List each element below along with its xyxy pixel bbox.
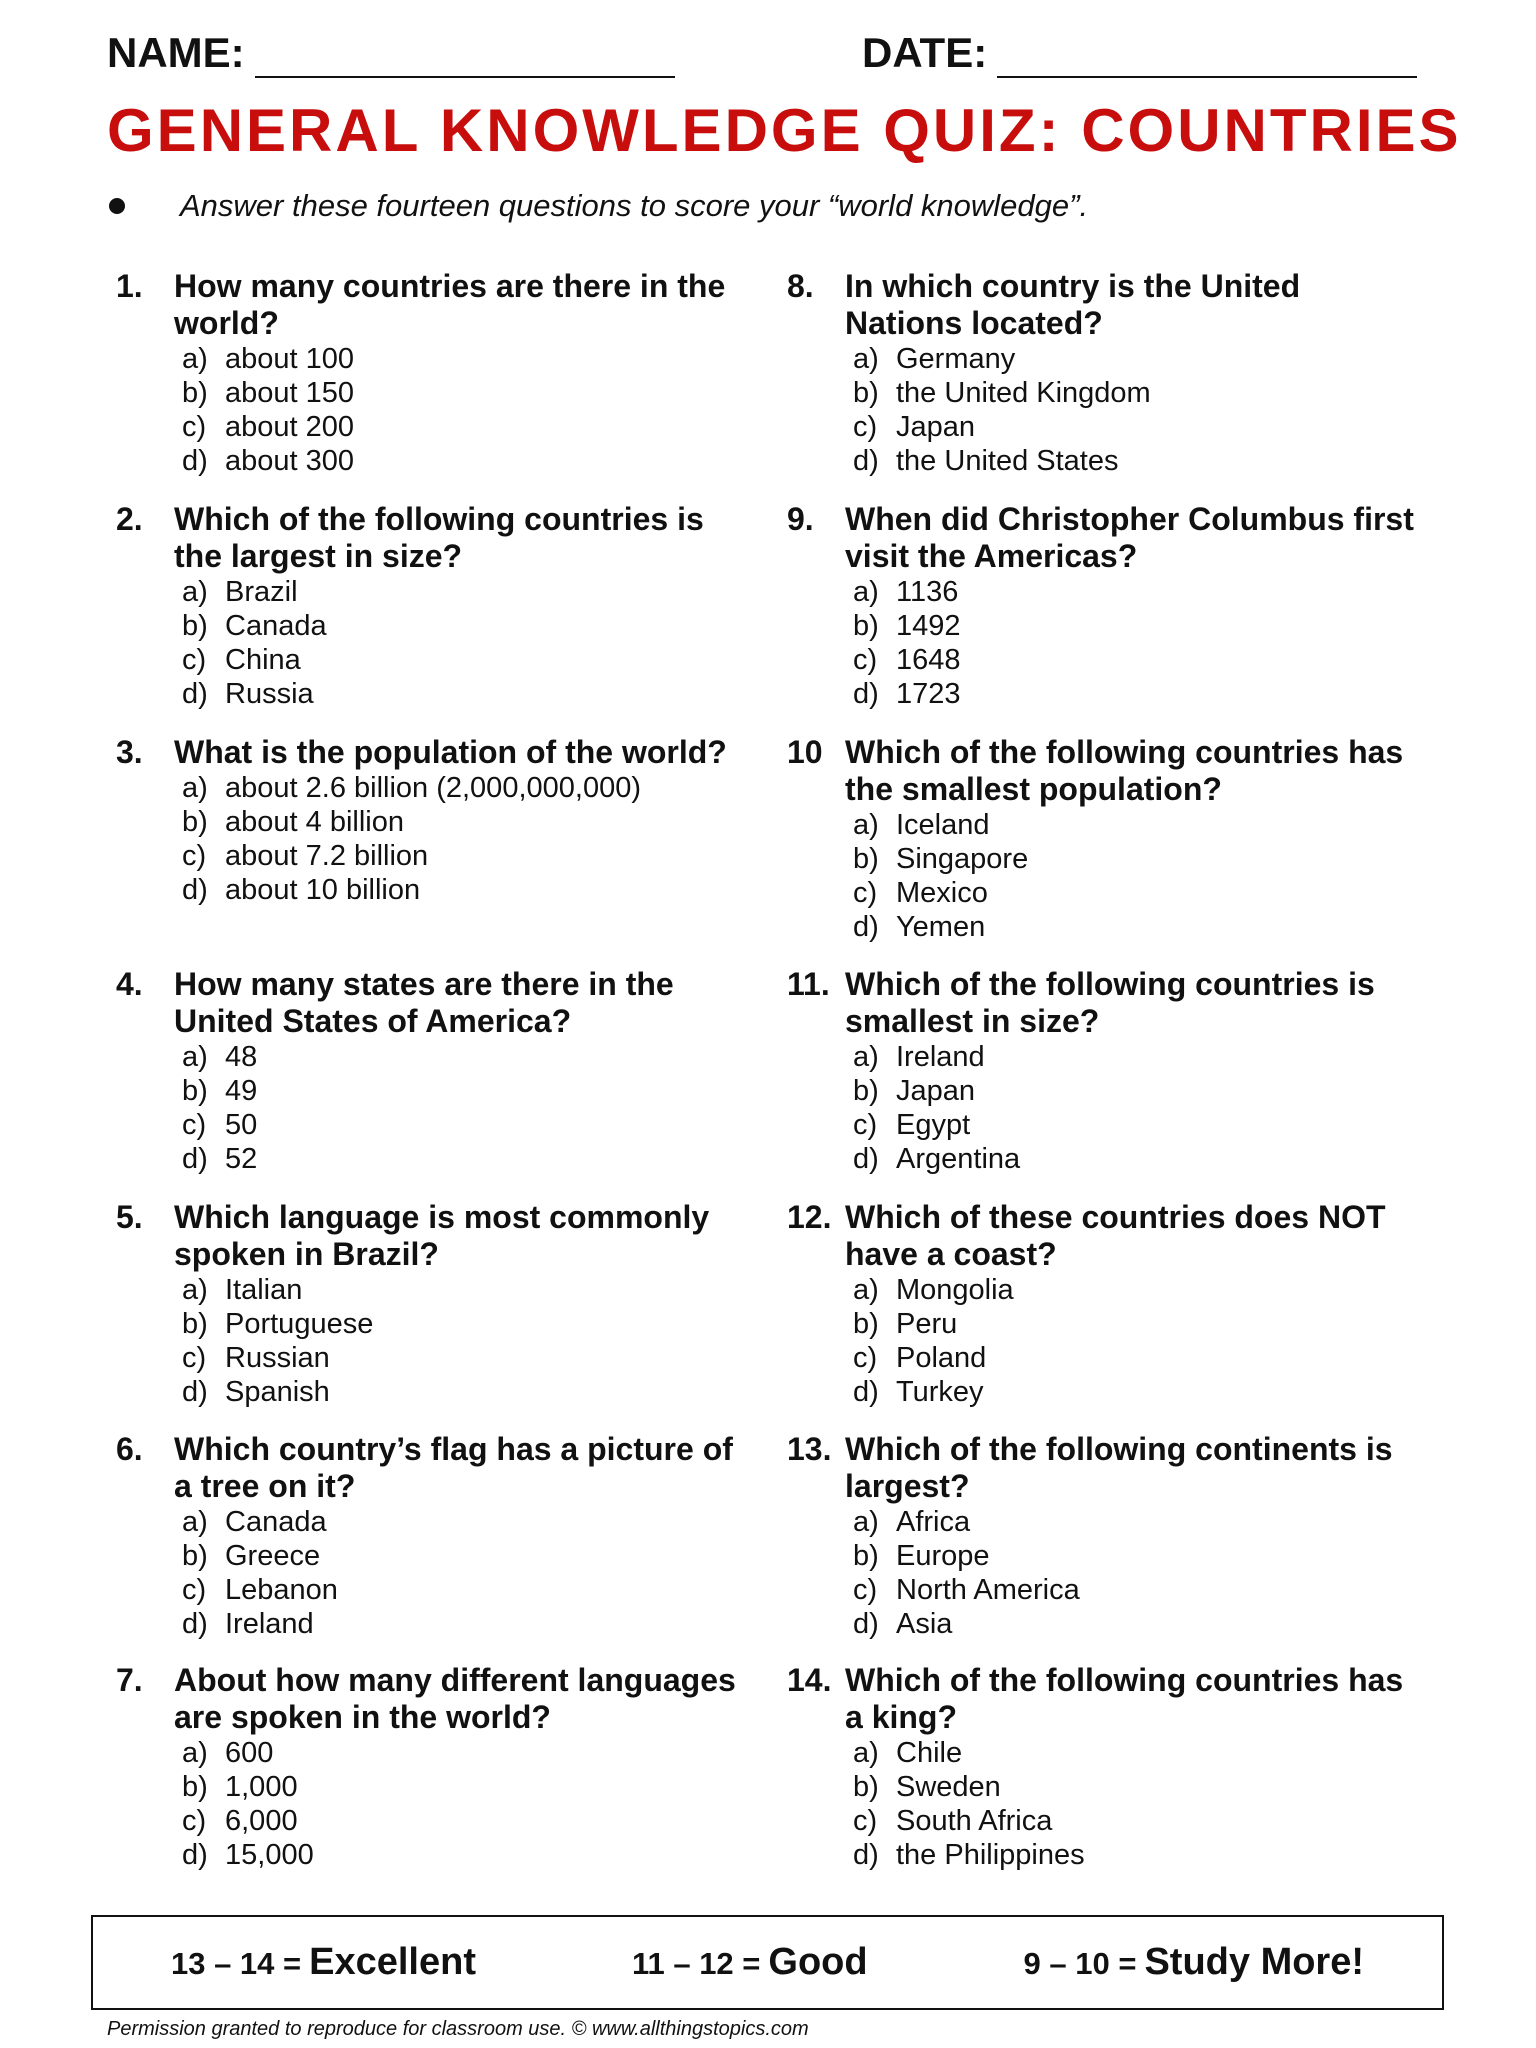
option-item[interactable]	[853, 677, 1417, 711]
option-letter: b)	[182, 377, 208, 409]
option-text: Singapore	[896, 843, 1029, 875]
option-letter: b)	[182, 806, 208, 838]
question-12	[787, 1199, 1417, 1409]
question-number: 14.	[787, 1662, 832, 1698]
option-text: Egypt	[896, 1109, 971, 1141]
option-item[interactable]	[182, 1804, 756, 1838]
option-item[interactable]	[182, 771, 756, 805]
option-letter: d)	[853, 1143, 879, 1175]
option-list	[853, 1736, 1417, 1872]
option-text: Portuguese	[225, 1308, 374, 1340]
question-text: Which of the following countries is smallest in size?	[845, 966, 1375, 1039]
option-letter: d)	[182, 445, 208, 477]
option-text: Japan	[896, 411, 976, 443]
option-letter: a)	[182, 343, 208, 375]
option-item[interactable]	[182, 1108, 756, 1142]
question-heading	[787, 1431, 1417, 1505]
option-letter: b)	[853, 1308, 879, 1340]
option-letter: d)	[182, 1608, 208, 1640]
option-text: 1648	[896, 644, 961, 676]
option-text: 48	[225, 1041, 258, 1073]
option-text: Mongolia	[896, 1274, 1014, 1306]
option-item[interactable]	[182, 376, 756, 410]
option-text: Italian	[225, 1274, 303, 1306]
question-number: 6.	[116, 1431, 143, 1467]
option-item[interactable]	[182, 575, 756, 609]
option-text: 15,000	[225, 1839, 314, 1871]
option-text: Turkey	[896, 1376, 984, 1408]
option-item[interactable]	[182, 444, 756, 478]
option-item[interactable]	[182, 1573, 756, 1607]
option-text: Canada	[225, 610, 327, 642]
question-text: Which of the following countries has the smallest population?	[845, 734, 1404, 807]
option-letter: d)	[182, 1376, 208, 1408]
option-letter: c)	[853, 411, 878, 443]
question-text: Which of the following continents is largest?	[845, 1431, 1393, 1504]
option-item[interactable]	[182, 1341, 756, 1375]
option-list	[182, 1736, 756, 1872]
question-number: 1.	[116, 268, 143, 304]
option-letter: a)	[853, 576, 879, 608]
date-label: DATE:	[862, 29, 988, 76]
option-letter: a)	[853, 809, 879, 841]
option-item[interactable]	[853, 1770, 1417, 1804]
option-text: about 10 billion	[225, 874, 421, 906]
option-text: Brazil	[225, 576, 298, 608]
option-letter: a)	[182, 772, 208, 804]
question-4	[116, 966, 756, 1176]
question-5	[116, 1199, 756, 1409]
option-letter: a)	[853, 1041, 879, 1073]
question-text: How many states are there in the United States of America?	[174, 966, 674, 1039]
option-text: Yemen	[896, 911, 986, 943]
option-item[interactable]	[853, 876, 1417, 910]
option-item[interactable]	[182, 1505, 756, 1539]
option-text: the Philippines	[896, 1839, 1085, 1871]
option-list	[182, 575, 756, 711]
question-text: When did Christopher Columbus first visit the Americas?	[845, 501, 1414, 574]
question-number: 9.	[787, 501, 814, 537]
option-item[interactable]	[853, 1804, 1417, 1838]
option-letter: b)	[182, 1540, 208, 1572]
score-label: Good	[768, 1941, 868, 1983]
option-letter: c)	[182, 411, 207, 443]
option-item[interactable]	[853, 376, 1417, 410]
option-letter: b)	[853, 1540, 879, 1572]
score-label: Excellent	[309, 1941, 476, 1983]
question-11	[787, 966, 1417, 1176]
option-list	[182, 1040, 756, 1176]
question-heading	[787, 268, 1417, 342]
score-range: 11 – 12 =	[631, 1946, 761, 1981]
instruction	[107, 186, 1088, 226]
option-item[interactable]	[182, 609, 756, 643]
question-text: About how many different languages are spoken in the world?	[174, 1662, 736, 1735]
option-letter: c)	[182, 1805, 207, 1837]
option-text: China	[225, 644, 301, 676]
option-letter: d)	[182, 874, 208, 906]
option-list	[182, 1505, 756, 1641]
option-item[interactable]	[182, 1142, 756, 1176]
option-list	[853, 575, 1417, 711]
option-text: 600	[225, 1737, 274, 1769]
option-text: about 7.2 billion	[225, 840, 429, 872]
question-number: 5.	[116, 1199, 143, 1235]
question-heading	[116, 734, 756, 771]
option-item[interactable]	[853, 1040, 1417, 1074]
option-item[interactable]	[853, 1573, 1417, 1607]
option-letter: b)	[853, 843, 879, 875]
question-13	[787, 1431, 1417, 1641]
option-letter: c)	[182, 1109, 207, 1141]
header-row	[107, 28, 1437, 88]
option-list	[182, 771, 756, 907]
option-item[interactable]	[182, 1736, 756, 1770]
option-text: Lebanon	[225, 1574, 338, 1606]
option-text: Poland	[896, 1342, 987, 1374]
question-text: Which language is most commonly spoken in Brazil?	[174, 1199, 710, 1272]
option-item[interactable]	[853, 1341, 1417, 1375]
option-list	[182, 1273, 756, 1409]
option-item[interactable]	[853, 575, 1417, 609]
option-letter: b)	[182, 1308, 208, 1340]
instruction-text: Answer these fourteen questions to score your “world knowledge”.	[180, 188, 1089, 223]
question-heading	[787, 966, 1417, 1040]
option-letter: b)	[853, 1771, 879, 1803]
question-heading	[116, 1431, 756, 1505]
option-item[interactable]	[853, 1307, 1417, 1341]
option-item[interactable]	[182, 1074, 756, 1108]
option-text: Africa	[896, 1506, 971, 1538]
question-number: 11.	[787, 966, 830, 1002]
option-text: Ireland	[225, 1608, 314, 1640]
question-14	[787, 1662, 1417, 1872]
option-item[interactable]	[853, 444, 1417, 478]
option-item[interactable]	[853, 910, 1417, 944]
option-letter: a)	[853, 1274, 879, 1306]
option-item[interactable]	[853, 1074, 1417, 1108]
question-heading	[787, 501, 1417, 575]
option-text: Russian	[225, 1342, 330, 1374]
option-letter: a)	[853, 1737, 879, 1769]
date-blank-line[interactable]	[997, 38, 1417, 78]
option-letter: b)	[853, 1075, 879, 1107]
option-item[interactable]	[853, 1736, 1417, 1770]
option-item[interactable]	[182, 1375, 756, 1409]
option-text: 52	[225, 1143, 258, 1175]
option-text: 1,000	[225, 1771, 298, 1803]
option-item[interactable]	[182, 1838, 756, 1872]
option-text: 1723	[896, 678, 961, 710]
option-letter: c)	[182, 840, 207, 872]
option-item[interactable]	[182, 1770, 756, 1804]
question-text: Which of the following countries is the largest in size?	[174, 501, 704, 574]
option-item[interactable]	[853, 1108, 1417, 1142]
option-letter: c)	[182, 1574, 207, 1606]
option-item[interactable]	[853, 342, 1417, 376]
question-heading	[116, 966, 756, 1040]
question-number: 12.	[787, 1199, 832, 1235]
option-text: Sweden	[896, 1771, 1001, 1803]
option-item[interactable]	[182, 342, 756, 376]
question-9	[787, 501, 1417, 711]
option-letter: c)	[182, 1342, 207, 1374]
question-number: 3.	[116, 734, 143, 770]
option-letter: d)	[853, 911, 879, 943]
option-text: about 200	[225, 411, 355, 443]
option-letter: c)	[853, 1342, 878, 1374]
option-item[interactable]	[182, 643, 756, 677]
option-text: about 300	[225, 445, 355, 477]
option-letter: a)	[182, 1274, 208, 1306]
option-text: 1136	[896, 576, 959, 608]
option-text: Chile	[896, 1737, 963, 1769]
score-range: 9 – 10 =	[1023, 1946, 1137, 1981]
option-text: Germany	[896, 343, 1016, 375]
option-text: Canada	[225, 1506, 327, 1538]
option-letter: d)	[853, 1608, 879, 1640]
name-label: NAME:	[107, 29, 245, 76]
option-letter: d)	[853, 1376, 879, 1408]
question-text: How many countries are there in the world?	[174, 268, 726, 341]
question-number: 13.	[787, 1431, 832, 1467]
option-list	[853, 1040, 1417, 1176]
option-letter: a)	[182, 1737, 208, 1769]
option-letter: b)	[182, 610, 208, 642]
question-heading	[116, 501, 756, 575]
option-item[interactable]	[182, 1273, 756, 1307]
page-title: GENERAL KNOWLEDGE QUIZ: COUNTRIES	[107, 97, 1462, 164]
option-text: South Africa	[896, 1805, 1053, 1837]
option-text: North America	[896, 1574, 1080, 1606]
option-text: 1492	[896, 610, 961, 642]
option-item[interactable]	[853, 1142, 1417, 1176]
option-text: Spanish	[225, 1376, 330, 1408]
question-text: Which of the following countries has a king?	[845, 1662, 1404, 1735]
score-label: Study More!	[1144, 1941, 1365, 1983]
option-item[interactable]	[182, 1040, 756, 1074]
option-list	[182, 342, 756, 478]
option-item[interactable]	[853, 1273, 1417, 1307]
option-letter: d)	[182, 1143, 208, 1175]
option-text: Ireland	[896, 1041, 985, 1073]
option-item[interactable]	[182, 839, 756, 873]
question-2	[116, 501, 756, 711]
question-number: 2.	[116, 501, 143, 537]
question-heading	[116, 1199, 756, 1273]
option-item[interactable]	[182, 1307, 756, 1341]
option-text: Peru	[896, 1308, 958, 1340]
option-text: about 4 billion	[225, 806, 404, 838]
option-item[interactable]	[182, 1539, 756, 1573]
option-text: Europe	[896, 1540, 990, 1572]
option-text: 6,000	[225, 1805, 298, 1837]
bullet-icon	[109, 198, 125, 214]
option-text: 49	[225, 1075, 258, 1107]
option-letter: a)	[182, 1041, 208, 1073]
question-heading	[787, 734, 1417, 808]
option-item[interactable]	[853, 1375, 1417, 1409]
option-item[interactable]	[182, 873, 756, 907]
score-legend	[91, 1915, 1444, 2010]
option-letter: c)	[853, 1805, 878, 1837]
option-letter: d)	[182, 678, 208, 710]
footer-permission: Permission granted to reproduce for classroom use. © www.allthingstopics.com	[107, 2018, 809, 2040]
question-6	[116, 1431, 756, 1641]
score-range: 13 – 14 =	[170, 1946, 302, 1981]
score-excellent	[171, 1941, 476, 1984]
question-heading	[787, 1199, 1417, 1273]
option-letter: c)	[853, 1574, 878, 1606]
question-number: 10	[787, 734, 823, 770]
option-letter: d)	[853, 445, 879, 477]
question-number: 7.	[116, 1662, 143, 1698]
option-text: 50	[225, 1109, 258, 1141]
option-list	[853, 1505, 1417, 1641]
option-letter: a)	[182, 1506, 208, 1538]
question-7	[116, 1662, 756, 1872]
option-text: about 150	[225, 377, 355, 409]
option-letter: b)	[853, 610, 879, 642]
question-text: In which country is the United Nations located?	[845, 268, 1301, 341]
option-letter: b)	[182, 1771, 208, 1803]
question-number: 4.	[116, 966, 143, 1002]
option-letter: b)	[853, 377, 879, 409]
option-list	[853, 1273, 1417, 1409]
question-3	[116, 734, 756, 907]
question-text: Which of these countries does NOT have a coast?	[845, 1199, 1386, 1272]
option-item[interactable]	[853, 609, 1417, 643]
option-letter: a)	[182, 576, 208, 608]
date-field	[862, 28, 1417, 78]
option-text: about 2.6 billion (2,000,000,000)	[225, 772, 641, 804]
option-letter: d)	[853, 678, 879, 710]
option-letter: d)	[853, 1839, 879, 1871]
option-item[interactable]	[182, 1607, 756, 1641]
option-letter: a)	[853, 343, 879, 375]
option-item[interactable]	[853, 808, 1417, 842]
option-item[interactable]	[182, 677, 756, 711]
option-item[interactable]	[853, 1505, 1417, 1539]
name-blank-line[interactable]	[255, 38, 675, 78]
question-10	[787, 734, 1417, 944]
option-item[interactable]	[853, 1607, 1417, 1641]
option-letter: a)	[853, 1506, 879, 1538]
option-text: Argentina	[896, 1143, 1021, 1175]
option-text: Russia	[225, 678, 314, 710]
question-heading	[116, 1662, 756, 1736]
option-letter: c)	[853, 1109, 878, 1141]
option-item[interactable]	[853, 1539, 1417, 1573]
question-text: What is the population of the world?	[174, 734, 727, 770]
option-list	[853, 808, 1417, 944]
option-text: Mexico	[896, 877, 988, 909]
option-text: Asia	[896, 1608, 953, 1640]
option-item[interactable]	[853, 410, 1417, 444]
question-heading	[116, 268, 756, 342]
option-item[interactable]	[853, 842, 1417, 876]
option-text: the United Kingdom	[896, 377, 1151, 409]
option-text: the United States	[896, 445, 1119, 477]
name-field	[107, 28, 675, 78]
option-letter: d)	[182, 1839, 208, 1871]
option-list	[853, 342, 1417, 478]
option-text: about 100	[225, 343, 355, 375]
question-1	[116, 268, 756, 478]
option-text: Iceland	[896, 809, 990, 841]
option-letter: c)	[182, 644, 207, 676]
option-item[interactable]	[853, 643, 1417, 677]
option-letter: c)	[853, 877, 878, 909]
option-item[interactable]	[853, 1838, 1417, 1872]
option-text: Japan	[896, 1075, 976, 1107]
option-text: Greece	[225, 1540, 321, 1572]
score-study-more	[1024, 1941, 1364, 1984]
option-letter: b)	[182, 1075, 208, 1107]
score-good	[632, 1941, 868, 1984]
question-text: Which country’s flag has a picture of a tree on it?	[174, 1431, 733, 1504]
question-number: 8.	[787, 268, 814, 304]
question-8	[787, 268, 1417, 478]
question-heading	[787, 1662, 1417, 1736]
option-letter: c)	[853, 644, 878, 676]
option-item[interactable]	[182, 410, 756, 444]
option-item[interactable]	[182, 805, 756, 839]
